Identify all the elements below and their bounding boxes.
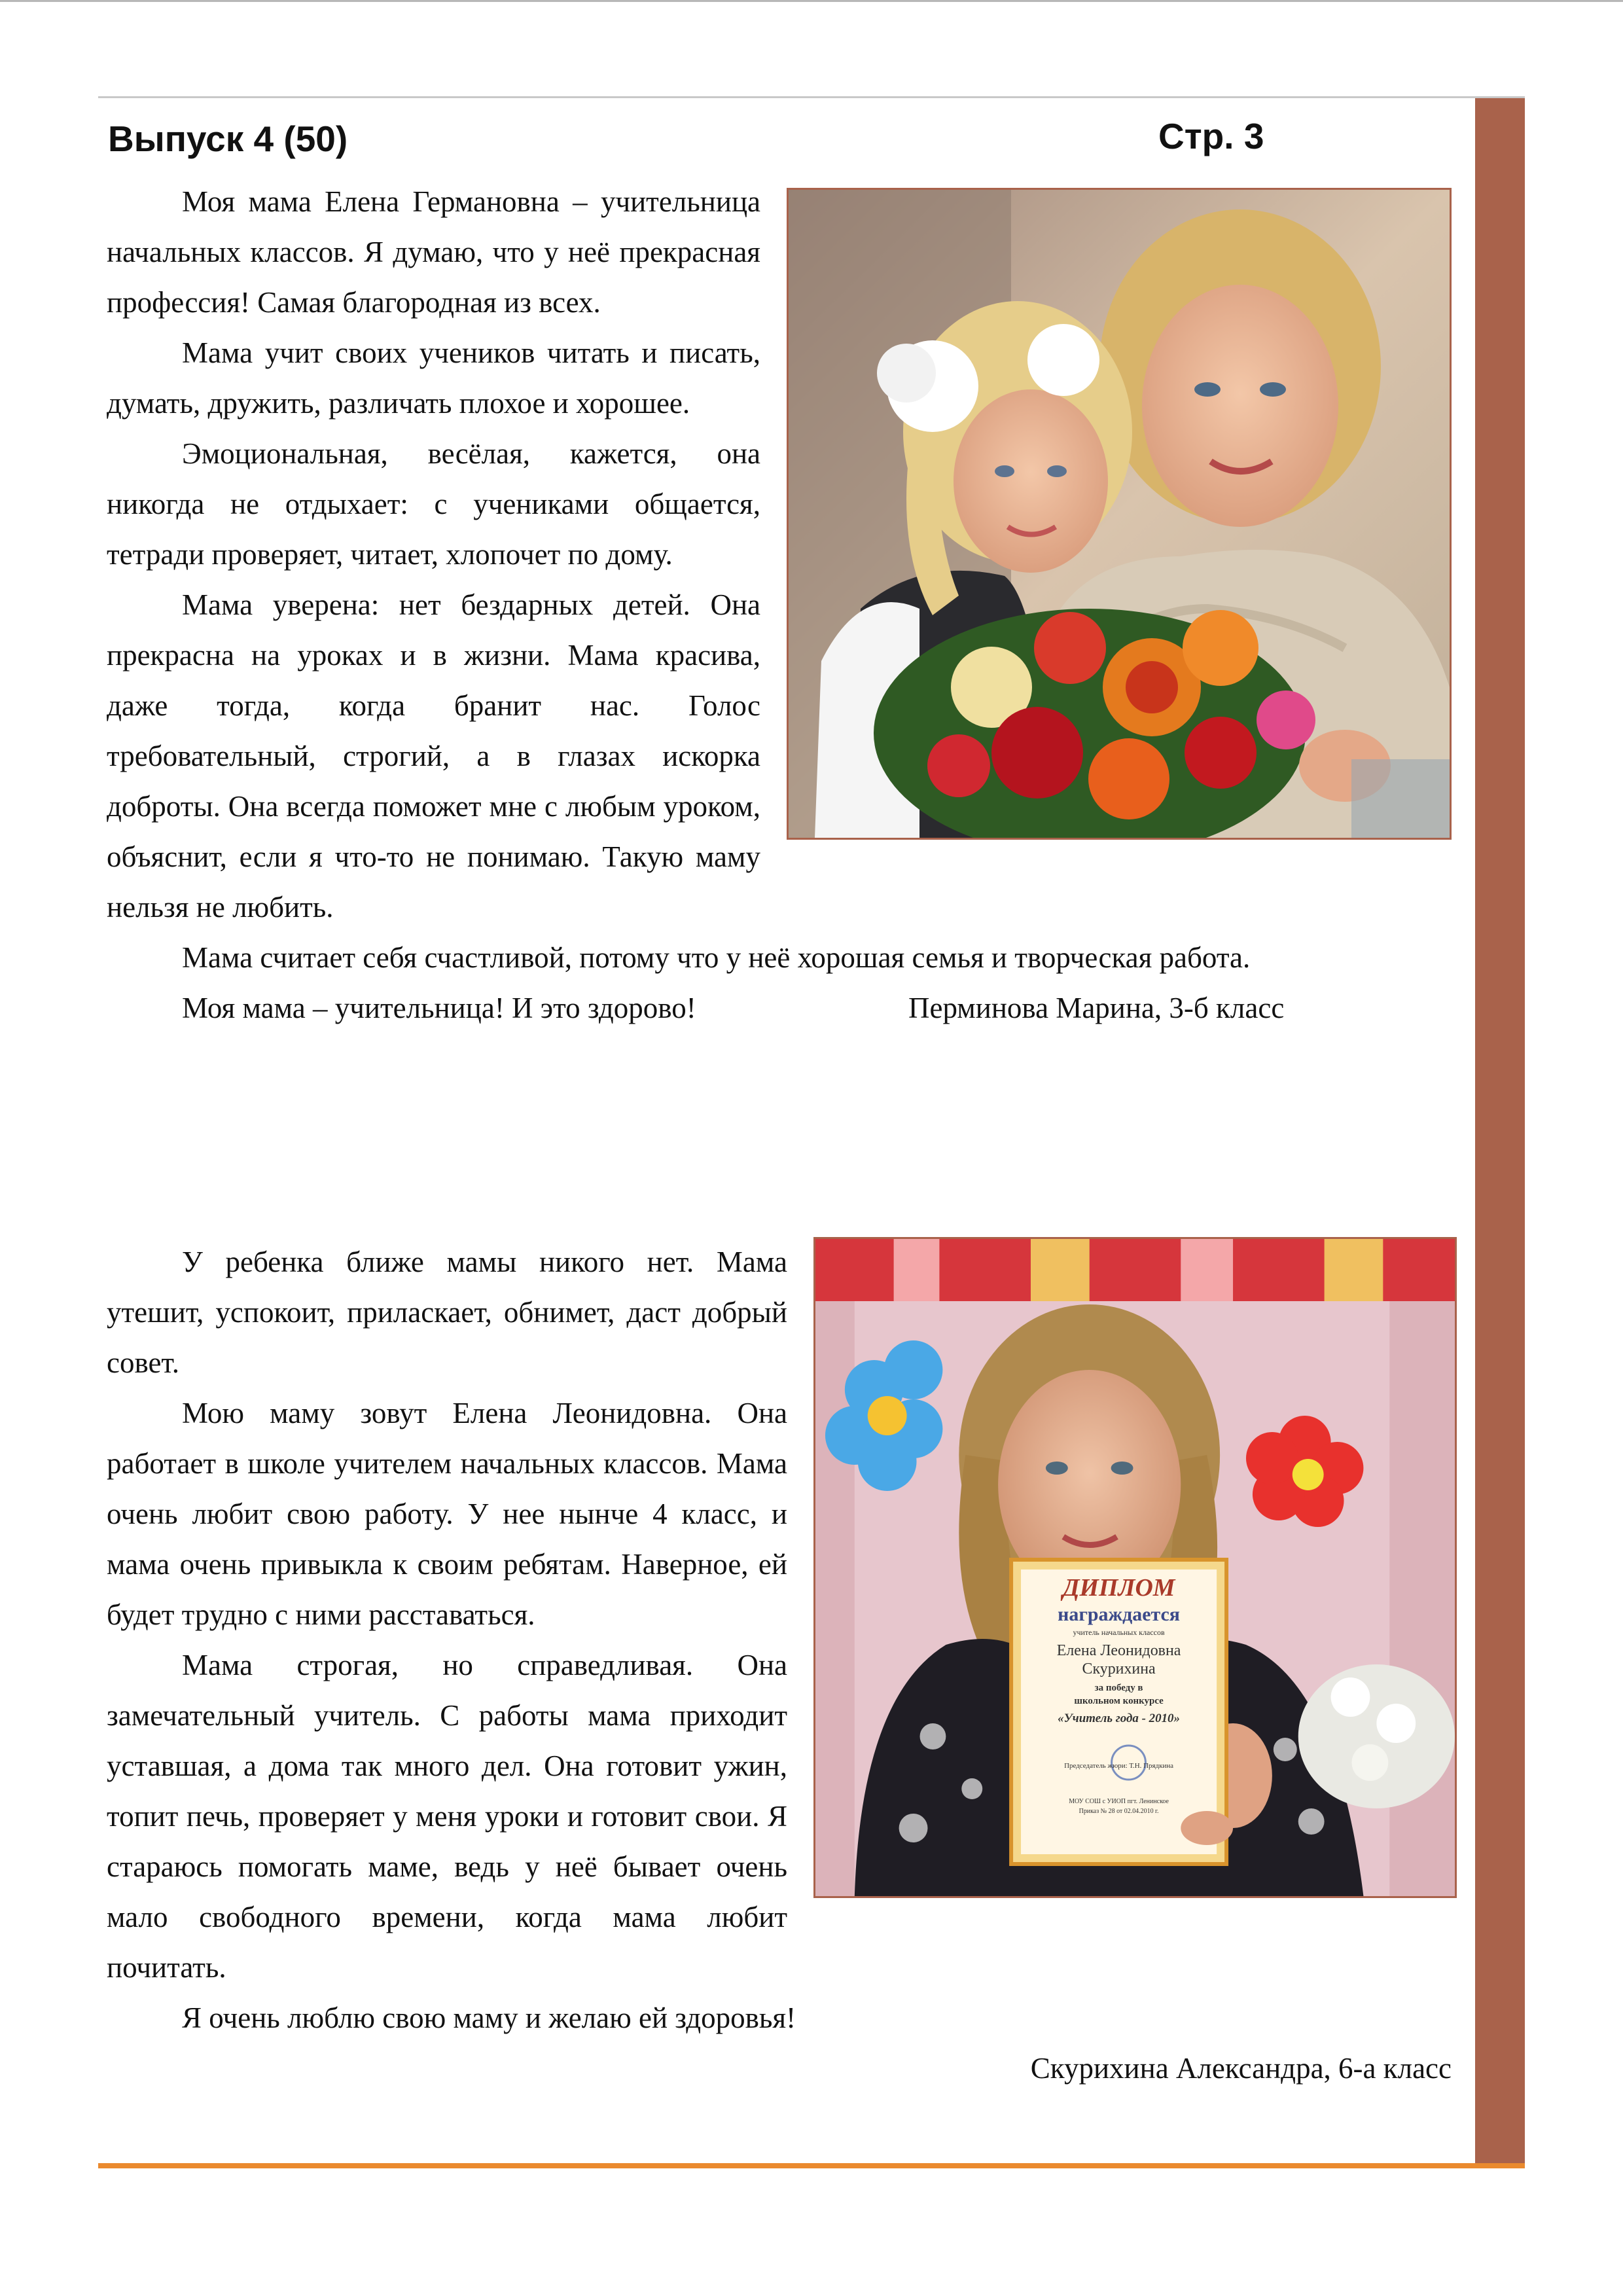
article-2-paragraph-2: Мою маму зовут Елена Леонидовна. Она работает в школе учителем начальных классов. Мама очень любит свою работу. У нее нынче 4 класс, и мама очень привыкла к своим ребятам. Наверное, ей будет трудно с ними расставаться. xyxy=(107,1397,787,1631)
footer-rule xyxy=(98,2163,1525,2168)
diploma-footer-2: Приказ № 28 от 02.04.2010 г. xyxy=(1079,1807,1159,1816)
diploma-chair: Председатель жюри: Т.Н. Прядкина xyxy=(1064,1761,1174,1770)
article-1-paragraph-3: Эмоциональная, весёлая, кажется, она никогда не отдыхает: с учениками общается, тетради проверяет, читает, хлопочет по дому. xyxy=(107,437,760,571)
diploma-footer-1: МОУ СОШ с УИОП пгт. Ленинское xyxy=(1069,1797,1169,1806)
article-1 xyxy=(107,177,1452,1033)
issue-number: Выпуск 4 (50) xyxy=(108,118,348,159)
article-2 xyxy=(107,1237,1452,2094)
article-2-author: Скурихина Александра, 6-а класс xyxy=(1030,2052,1452,2085)
article-2-paragraph-3: Мама строгая, но справедливая. Она замечательный учитель. С работы мама приходит уставшая, а дома так много дел. Она готовит ужин, топит печь, проверяет у меня уроки и готовит свои. Я стараюсь помогать маме, ведь у неё бывает очень мало свободного времени, когда мама любит почитать. xyxy=(107,1649,787,1984)
article-1-closing-line xyxy=(107,983,1452,1033)
article-2-paragraph-4: Я очень люблю свою маму и желаю ей здоровья! xyxy=(182,2001,796,2034)
diploma-subtitle: награждается xyxy=(1058,1603,1180,1626)
top-border-line xyxy=(0,0,1623,2)
photo-girl-with-mother xyxy=(787,188,1452,840)
side-decor-bar xyxy=(1475,98,1525,2168)
diploma-title: ДИПЛОМ xyxy=(1062,1573,1175,1602)
photo-teacher-with-diploma-image xyxy=(815,1239,1455,1896)
diploma-line-1: за победу в xyxy=(1094,1682,1143,1694)
article-2-paragraph-1: У ребенка ближе мамы никого нет. Мама утешит, успокоит, приласкает, обнимет, даст добрый совет. xyxy=(107,1246,787,1379)
diploma-role: учитель начальных классов xyxy=(1073,1627,1165,1638)
header-rule xyxy=(98,96,1525,98)
article-1-paragraph-1: Моя мама Елена Германовна – учительница начальных классов. Я думаю, что у неё прекрасная профессия! Самая благородная из всех. xyxy=(107,185,760,319)
photo-teacher-with-diploma xyxy=(813,1237,1457,1898)
diploma-line-2: школьном конкурсе xyxy=(1074,1695,1164,1707)
article-1-paragraph-4: Мама уверена: нет бездарных детей. Она прекрасна на уроках и в жизни. Мама красива, даже тогда, когда бранит нас. Голос требовательный, строгий, а в глазах искорка доброты. Она всегда поможет мне с любым уроком, объяснит, если я что-то не понимаю. Такую маму нельзя не любить. xyxy=(107,588,760,924)
article-1-author: Перминова Марина, 3-б класс xyxy=(908,992,1285,1024)
article-1-paragraph-2: Мама учит своих учеников читать и писать, думать, дружить, различать плохое и хорошее. xyxy=(107,336,760,420)
diploma-name-1: Елена Леонидовна xyxy=(1056,1641,1181,1660)
article-1-closing: Моя мама – учительница! И это здорово! xyxy=(182,992,696,1024)
page-number: Стр. 3 xyxy=(1158,116,1264,156)
diploma-contest: «Учитель года - 2010» xyxy=(1058,1711,1181,1726)
article-1-paragraph-5: Мама считает себя счастливой, потому что у неё хорошая семья и творческая работа. xyxy=(182,941,1251,974)
diploma-name-2: Скурихина xyxy=(1082,1660,1156,1678)
photo-girl-with-mother-image xyxy=(789,190,1450,838)
